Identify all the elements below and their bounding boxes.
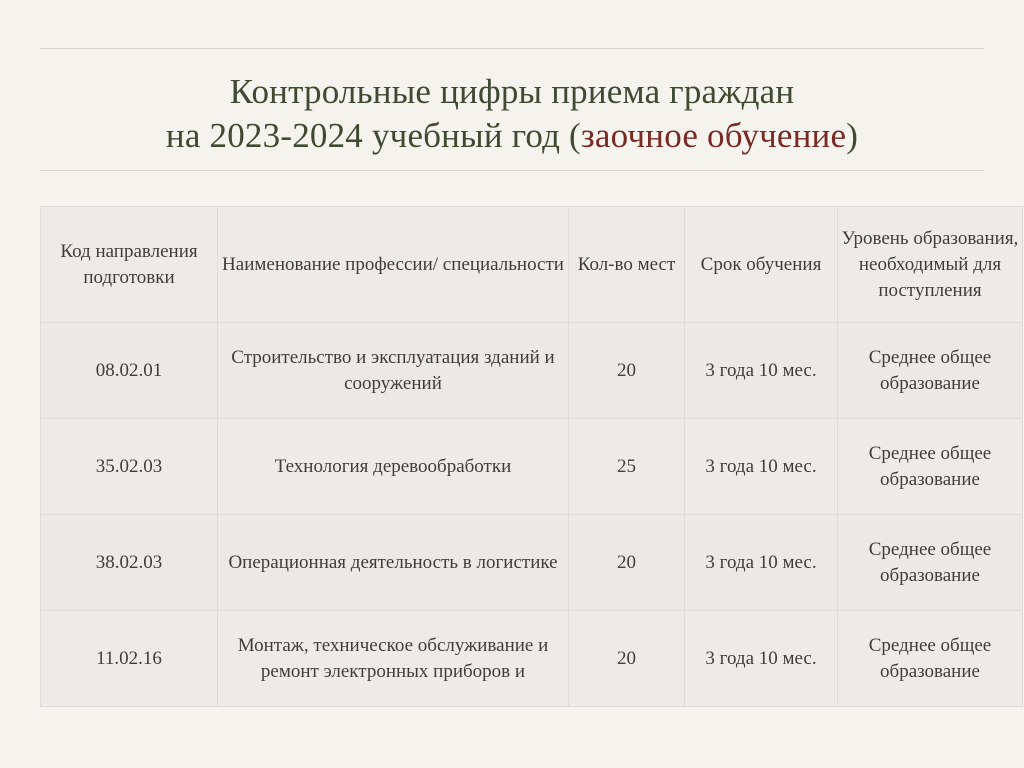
admission-table-container bbox=[40, 206, 1019, 704]
table-row bbox=[41, 611, 1023, 707]
cell-code: 08.02.01 bbox=[41, 323, 218, 419]
cell-term: 3 года 10 мес. bbox=[685, 611, 838, 707]
table-header-row bbox=[41, 207, 1023, 323]
cell-level: Среднее общее образование bbox=[838, 611, 1023, 707]
title-line-2-prefix: на 2023-2024 учебный год ( bbox=[165, 116, 581, 155]
cell-level: Среднее общее образование bbox=[838, 323, 1023, 419]
cell-name: Технология деревообработки bbox=[218, 419, 569, 515]
cell-count: 20 bbox=[569, 515, 685, 611]
cell-level: Среднее общее образование bbox=[838, 419, 1023, 515]
cell-code: 11.02.16 bbox=[41, 611, 218, 707]
cell-name: Операционная деятельность в логистике bbox=[218, 515, 569, 611]
table-row bbox=[41, 515, 1023, 611]
cell-count: 20 bbox=[569, 323, 685, 419]
cell-name: Строительство и эксплуатация зданий и сооружений bbox=[218, 323, 569, 419]
cell-term: 3 года 10 мес. bbox=[685, 419, 838, 515]
cell-count: 20 bbox=[569, 611, 685, 707]
cell-name: Монтаж, техническое обслуживание и ремонт электронных приборов и bbox=[218, 611, 569, 707]
cell-code: 38.02.03 bbox=[41, 515, 218, 611]
title-accent: заочное обучение bbox=[580, 116, 847, 155]
header-code: Код направления подготовки bbox=[41, 207, 218, 323]
cell-count: 25 bbox=[569, 419, 685, 515]
admission-table bbox=[40, 206, 1023, 707]
top-divider bbox=[40, 48, 984, 49]
table-row bbox=[41, 419, 1023, 515]
slide-title bbox=[40, 70, 984, 158]
cell-code: 35.02.03 bbox=[41, 419, 218, 515]
header-term: Срок обучения bbox=[685, 207, 838, 323]
title-line-1: Контрольные цифры приема граждан bbox=[229, 72, 795, 111]
title-line-2-suffix: ) bbox=[846, 116, 859, 155]
header-name: Наименование профессии/ специальности bbox=[218, 207, 569, 323]
header-level: Уровень образования, необходимый для поступления bbox=[838, 207, 1023, 323]
title-line-2 bbox=[40, 114, 984, 158]
cell-term: 3 года 10 мес. bbox=[685, 323, 838, 419]
cell-level: Среднее общее образование bbox=[838, 515, 1023, 611]
table-row bbox=[41, 323, 1023, 419]
cell-term: 3 года 10 мес. bbox=[685, 515, 838, 611]
header-count: Кол-во мест bbox=[569, 207, 685, 323]
bottom-divider bbox=[40, 170, 984, 171]
